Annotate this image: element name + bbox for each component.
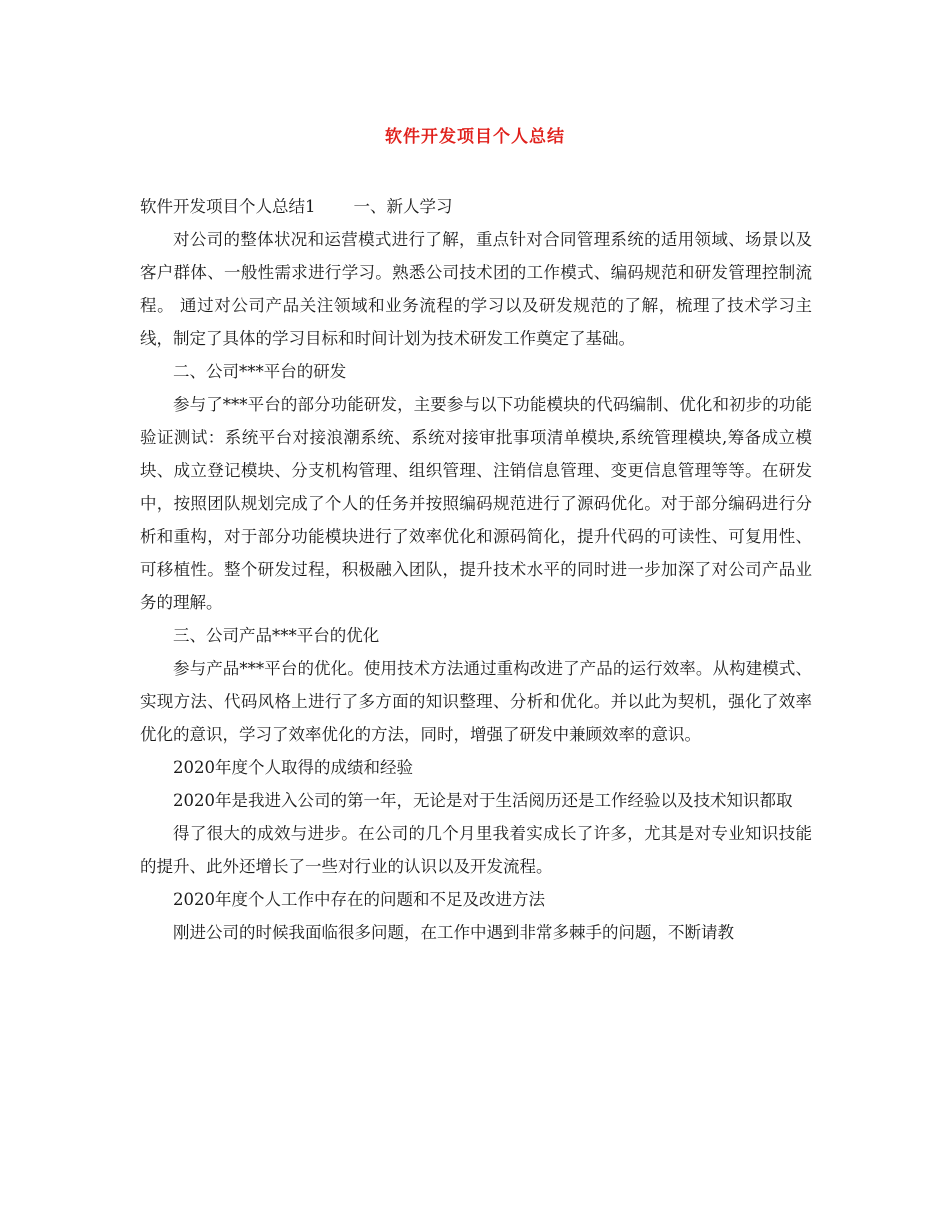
paragraph: 参与了***平台的部分功能研发，主要参与以下功能模块的代码编制、优化和初步的功能验证测试：系统平台对接浪潮系统、系统对接审批事项清单模块,系统管理模块,筹备成立模块、成立登记模块、分支机构管理、组织管理、注销信息管理、变更信息管理等等。在研发中，按照团队规划完成了个人的任务并按照编码规范进行了源码优化。对于部分编码进行分析和重构，对于部分功能模块进行了效率优化和源码简化，提升代码的可读性、可复用性、可移植性。整个研发过程，积极融入团队，提升技术水平的同时进一步加深了对公司产品业务的理解。 bbox=[140, 395, 812, 612]
paragraph: 得了很大的成效与进步。在公司的几个月里我着实成长了许多，尤其是对专业知识技能的提升、此外还增长了一些对行业的认识以及开发流程。 bbox=[140, 824, 812, 876]
intro-prefix: 软件开发项目个人总结1 bbox=[140, 197, 316, 216]
document-body bbox=[140, 190, 812, 949]
section-heading: 三、公司产品***平台的优化 bbox=[173, 626, 380, 645]
section-heading: 二、公司***平台的研发 bbox=[173, 362, 347, 381]
section-heading: 2020年度个人工作中存在的问题和不足及改进方法 bbox=[173, 890, 545, 909]
paragraph: 对公司的整体状况和运营模式进行了解，重点针对合同管理系统的适用领域、场景以及客户群体、一般性需求进行学习。熟悉公司技术团的工作模式、编码规范和研发管理控制流程。 通过对公司产品关注领域和业务流程的学习以及研发规范的了解，梳理了技术学习主线，制定了具体的学习目标和时间计划为技术研发工作奠定了基础。 bbox=[140, 230, 812, 348]
intro-line bbox=[140, 190, 812, 223]
paragraph: 参与产品***平台的优化。使用技术方法通过重构改进了产品的运行效率。从构建模式、实现方法、代码风格上进行了多方面的知识整理、分析和优化。并以此为契机，强化了效率优化的意识，学习了效率优化的方法，同时，增强了研发中兼顾效率的意识。 bbox=[140, 659, 812, 744]
paragraph: 2020年是我进入公司的第一年，无论是对于生活阅历还是工作经验以及技术知识都取 bbox=[173, 791, 793, 810]
intro-heading: 一、新人学习 bbox=[353, 197, 453, 216]
section-heading: 2020年度个人取得的成绩和经验 bbox=[173, 758, 413, 777]
document-title: 软件开发项目个人总结 bbox=[385, 127, 565, 147]
paragraph: 刚进公司的时候我面临很多问题，在工作中遇到非常多棘手的问题，不断请教 bbox=[173, 923, 734, 942]
